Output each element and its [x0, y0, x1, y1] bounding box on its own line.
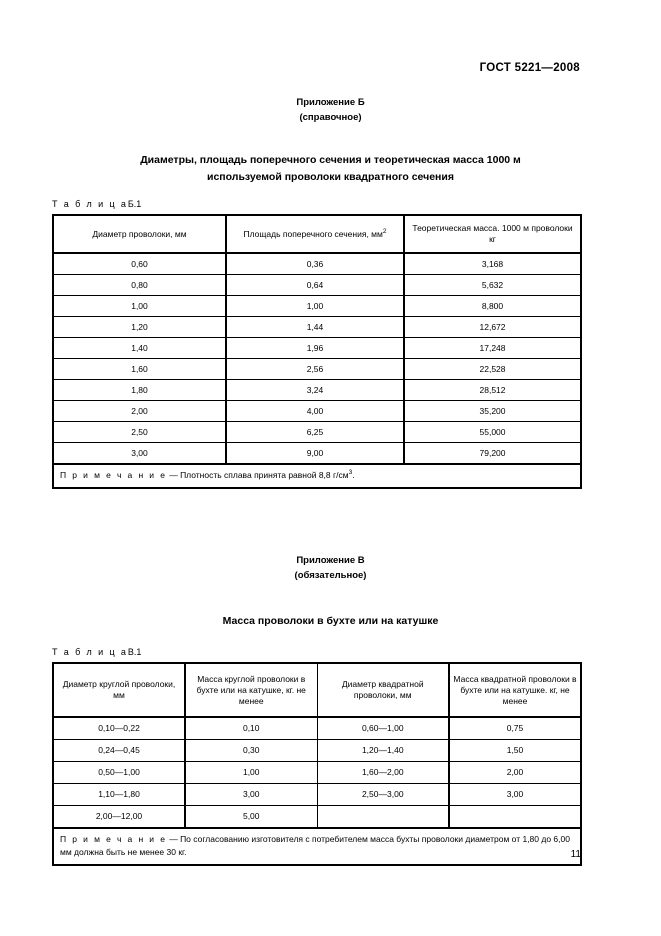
table-cell: 1,60: [53, 359, 226, 380]
table-row: [53, 253, 581, 275]
table-v1-note-row: [53, 828, 581, 865]
table-row: [53, 401, 581, 422]
table-b1-header-area: [226, 215, 404, 253]
table-b1-caption-word: Т а б л и ц а: [52, 199, 128, 209]
appendix-b-status: (справочное): [299, 112, 362, 123]
table-cell: 1,20—1,40: [317, 740, 449, 762]
table-v1-caption-number: В.1: [127, 647, 142, 657]
table-cell: 0,80: [53, 275, 226, 296]
table-cell: 22,528: [404, 359, 581, 380]
table-cell: 1,80: [53, 380, 226, 401]
appendix-v-heading: [0, 553, 661, 583]
table-cell: 8,800: [404, 296, 581, 317]
table-cell: 1,60—2,00: [317, 762, 449, 784]
appendix-b-heading: [0, 95, 661, 125]
table-row: [53, 296, 581, 317]
table-row: [53, 317, 581, 338]
table-cell: 6,25: [226, 422, 404, 443]
table-v1-note-label: П р и м е ч а н и е: [60, 834, 167, 844]
table-cell: 0,50—1,00: [53, 762, 185, 784]
table-b1-header-area-superscript: 2: [382, 227, 387, 235]
table-b1-header-mass-line2: кг: [489, 234, 496, 244]
table-cell: 5,632: [404, 275, 581, 296]
table-row: [53, 380, 581, 401]
appendix-b-title-line2: используемой проволоки квадратного сечения: [207, 171, 454, 183]
table-row: [53, 338, 581, 359]
table-v1-note-text: — По согласованию изготовителя с потребителем масса бухты проволоки диаметром от 1,80 до 6,00 мм должна быть не менее 30 кг.: [60, 834, 570, 857]
table-v1-header-row: [53, 663, 581, 717]
table-cell: 35,200: [404, 401, 581, 422]
table-cell: 79,200: [404, 443, 581, 465]
table-b1-caption-number: Б.1: [127, 199, 142, 209]
table-cell: 55,000: [404, 422, 581, 443]
table-v1-caption-word: Т а б л и ц а: [52, 647, 128, 657]
table-v1-header-cell: Диаметр круглой проволоки, мм: [53, 663, 185, 717]
table-cell: 3,24: [226, 380, 404, 401]
appendix-b-title: [70, 152, 591, 186]
table-b1-note-row: [53, 464, 581, 488]
table-cell: 2,00—12,00: [53, 806, 185, 829]
table-cell: 3,168: [404, 253, 581, 275]
table-v1-caption: [52, 647, 141, 657]
table-cell: 3,00: [449, 784, 581, 806]
table-b1-header-diameter: Диаметр проволоки, мм: [53, 215, 226, 253]
table-cell: 2,56: [226, 359, 404, 380]
table-cell: 1,00: [53, 296, 226, 317]
table-row: [53, 806, 581, 829]
table-cell: [317, 806, 449, 829]
table-v1-header-cell: Масса квадратной проволоки в бухте или на катушке. кг, не менее: [449, 663, 581, 717]
table-cell: 2,00: [449, 762, 581, 784]
table-b1-header-row: [53, 215, 581, 253]
table-cell: 1,10—1,80: [53, 784, 185, 806]
table-cell: 2,00: [53, 401, 226, 422]
table-row: [53, 717, 581, 740]
appendix-b-title-line1: Диаметры, площадь поперечного сечения и теоретическая масса 1000 м: [140, 154, 521, 166]
table-cell: 4,00: [226, 401, 404, 422]
page-number: 11: [570, 849, 581, 860]
table-cell: 3,00: [53, 443, 226, 465]
table-b1-header-area-text: Площадь поперечного сечения, мм: [243, 228, 383, 239]
table-cell: 0,60—1,00: [317, 717, 449, 740]
table-b1: [52, 214, 582, 489]
table-cell: 9,00: [226, 443, 404, 465]
table-cell: 3,00: [185, 784, 317, 806]
appendix-v-title: [70, 613, 591, 630]
table-b1-note: [53, 464, 581, 488]
table-row: [53, 784, 581, 806]
table-v1: [52, 662, 582, 866]
table-row: [53, 762, 581, 784]
table-cell: 28,512: [404, 380, 581, 401]
table-cell: 1,00: [185, 762, 317, 784]
table-cell: 12,672: [404, 317, 581, 338]
table-cell: 0,30: [185, 740, 317, 762]
table-cell: 17,248: [404, 338, 581, 359]
table-cell: 0,75: [449, 717, 581, 740]
table-b1-caption: [52, 199, 141, 209]
appendix-v-title-line1: Масса проволоки в бухте или на катушке: [222, 615, 439, 627]
table-row: [53, 359, 581, 380]
table-cell: 1,20: [53, 317, 226, 338]
table-cell: 0,36: [226, 253, 404, 275]
table-b1-note-superscript: 3: [348, 469, 353, 477]
table-row: [53, 443, 581, 465]
table-b1-header-mass-line1: Теоретическая масса. 1000 м проволоки: [412, 223, 573, 233]
table-cell: 1,40: [53, 338, 226, 359]
table-row: [53, 740, 581, 762]
table-row: [53, 422, 581, 443]
table-cell: 0,10—0,22: [53, 717, 185, 740]
appendix-v-label: Приложение В: [296, 555, 365, 566]
appendix-b-label: Приложение Б: [296, 97, 365, 108]
table-row: [53, 275, 581, 296]
table-cell: 0,60: [53, 253, 226, 275]
document-standard-number: ГОСТ 5221—2008: [479, 62, 580, 74]
appendix-v-status: (обязательное): [294, 570, 367, 581]
table-v1-header-cell: Диаметр квадратной проволоки, мм: [317, 663, 449, 717]
table-cell: 0,10: [185, 717, 317, 740]
table-cell: [449, 806, 581, 829]
table-cell: 1,50: [449, 740, 581, 762]
table-b1-note-tail: .: [352, 470, 355, 480]
table-cell: 2,50—3,00: [317, 784, 449, 806]
table-v1-note: [53, 828, 581, 865]
table-cell: 5,00: [185, 806, 317, 829]
table-v1-header-cell: Масса круглой проволоки в бухте или на катушке, кг. не менее: [185, 663, 317, 717]
table-b1-note-label: П р и м е ч а н и е: [60, 470, 167, 480]
table-cell: 0,24—0,45: [53, 740, 185, 762]
table-cell: 1,00: [226, 296, 404, 317]
table-cell: 1,96: [226, 338, 404, 359]
table-cell: 0,64: [226, 275, 404, 296]
table-cell: 2,50: [53, 422, 226, 443]
table-b1-note-text: — Плотность сплава принята равной 8,8 г/см: [166, 470, 349, 480]
table-cell: 1,44: [226, 317, 404, 338]
table-b1-header-mass: [404, 215, 581, 253]
